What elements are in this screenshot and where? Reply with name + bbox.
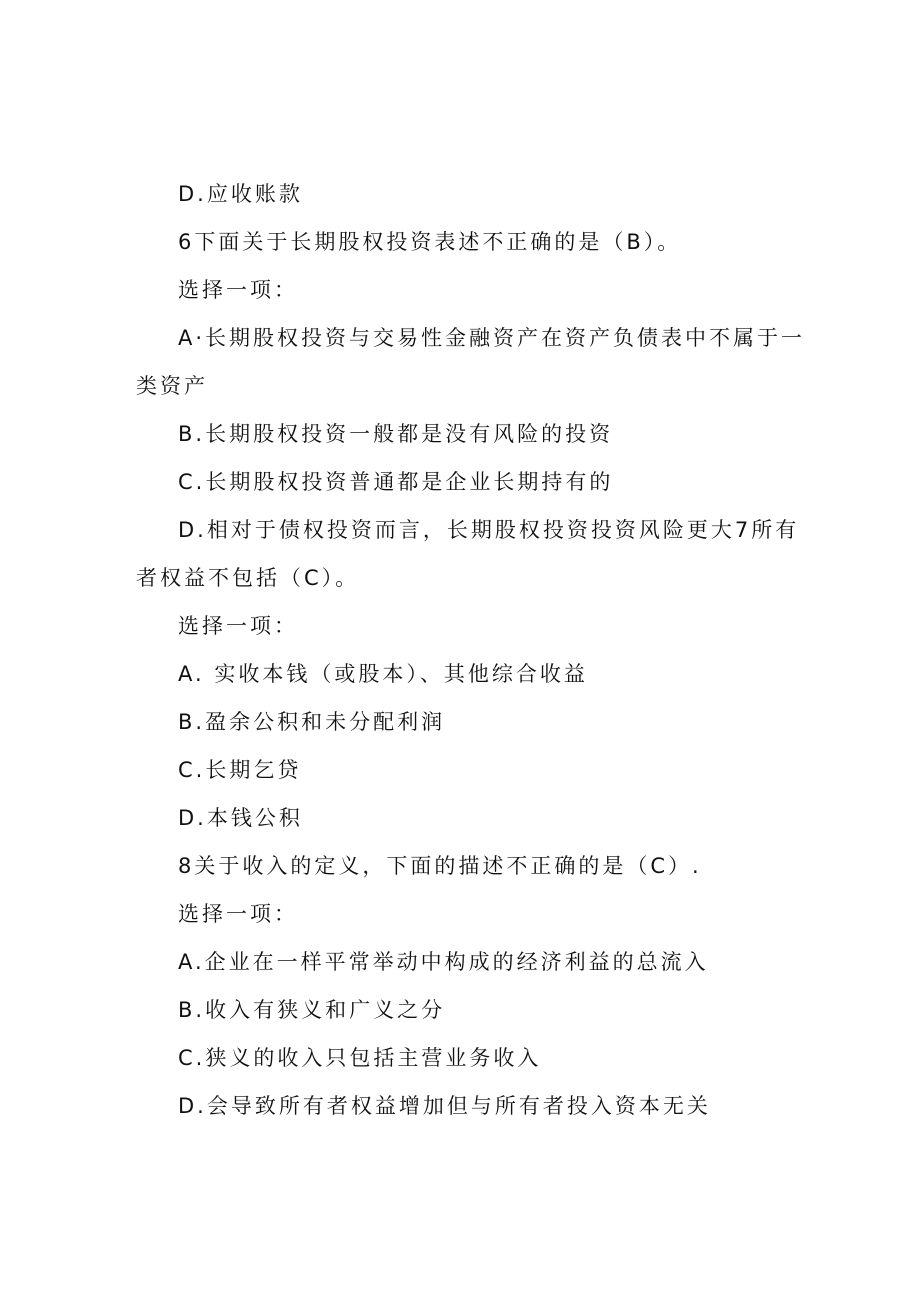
question-6: 6下面关于长期股权投资表述不正确的是（B）。 <box>178 230 682 254</box>
question-8: 8关于收入的定义，下面的描述不正确的是（C）. <box>178 854 702 878</box>
question-7-line2: 者权益不包括（C）。 <box>136 566 360 590</box>
option-d-q6-line1: D.相对于债权投资而言，长期股权投资投资风险更大7所有 <box>178 518 800 542</box>
select-one-label: 选择一项： <box>178 902 298 926</box>
select-one-label: 选择一项： <box>178 614 298 638</box>
option-b-q7: B.盈余公积和未分配利润 <box>178 710 446 734</box>
option-d-q5: D.应收账款 <box>178 182 303 206</box>
option-b-q8: B.收入有狭义和广义之分 <box>178 998 446 1022</box>
option-b-q6: B.长期股权投资一般都是没有风险的投资 <box>178 422 614 446</box>
select-one-label: 选择一项： <box>178 278 298 302</box>
option-d-q8: D.会导致所有者权益增加但与所有者投入资本无关 <box>178 1094 711 1118</box>
option-a-q6-line1: A·长期股权投资与交易性金融资产在资产负债表中不属于一 <box>178 326 806 350</box>
option-c-q7: C.长期乞贷 <box>178 758 302 782</box>
option-a-q8: A.企业在一样平常举动中构成的经济利益的总流入 <box>178 950 709 974</box>
option-d-q7: D.本钱公积 <box>178 806 303 830</box>
option-a-q6-line2: 类资产 <box>136 374 208 398</box>
option-c-q6: C.长期股权投资普通都是企业长期持有的 <box>178 470 614 494</box>
option-c-q8: C.狭义的收入只包括主营业务收入 <box>178 1046 542 1070</box>
option-a-q7: A. 实收本钱（或股本）、其他综合收益 <box>178 662 588 686</box>
